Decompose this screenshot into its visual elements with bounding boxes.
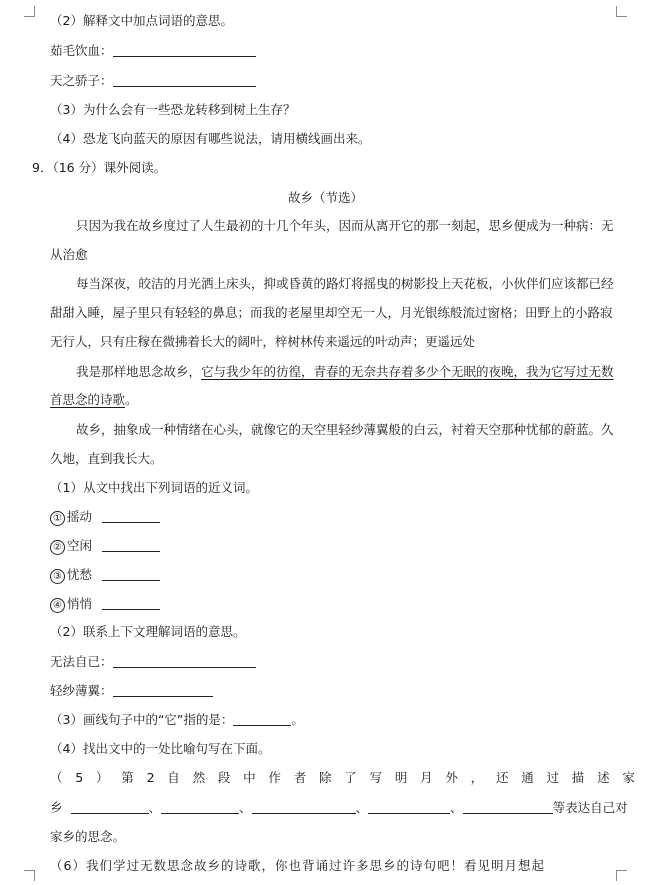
char: 家 bbox=[622, 770, 635, 785]
answer-blank[interactable] bbox=[463, 800, 553, 814]
passage-p4-line1: 故乡，抽象成一种情绪在心头，就像它的天空里轻纱薄翼般的白云，衬着天空那种忧郁的蔚蓝。久 bbox=[76, 422, 614, 437]
sub5-start: 乡 bbox=[50, 800, 63, 815]
answer-blank[interactable] bbox=[113, 73, 256, 87]
char: 月 bbox=[420, 770, 433, 785]
passage-title: 故乡（节选） bbox=[287, 190, 363, 205]
q9-sub5-line3: 家乡的思念。 bbox=[50, 829, 126, 844]
number-badge: ④ bbox=[50, 598, 65, 613]
q8-term1-row bbox=[50, 43, 256, 59]
char: 明 bbox=[394, 770, 408, 785]
q9-sub6: （6）我们学过无数思念故乡的诗歌，你也背诵过许多思乡的诗句吧！看见明月想起 bbox=[50, 858, 545, 873]
char: 外 bbox=[445, 770, 458, 785]
separator: 、 bbox=[355, 800, 369, 815]
page-corner-mark bbox=[616, 870, 627, 881]
q9-sub2: （2）联系上下文理解词语的意思。 bbox=[50, 624, 246, 639]
q9-sub5-line2 bbox=[50, 800, 628, 816]
passage-p2-line1: 每当深夜，皎洁的月光洒上床头，抑或昏黄的路灯将摇曳的树影投上天花板，小伙伴们应该都已经 bbox=[76, 276, 614, 291]
separator: 、 bbox=[450, 800, 463, 815]
q9-term4-row bbox=[50, 683, 213, 699]
passage-p4-line2: 久地，直到我长大。 bbox=[50, 451, 163, 466]
term-label: 无法自已： bbox=[50, 654, 113, 669]
separator: 、 bbox=[148, 800, 162, 815]
answer-blank[interactable] bbox=[233, 712, 291, 726]
char: 还 bbox=[495, 770, 509, 785]
answer-blank[interactable] bbox=[102, 509, 160, 523]
answer-blank[interactable] bbox=[113, 43, 256, 57]
char: 通 bbox=[521, 770, 534, 785]
char: 然 bbox=[192, 770, 206, 785]
passage-p3-line2 bbox=[50, 392, 138, 408]
passage-p2-line3: 无行人，只有庄稼在微拂着长大的阔叶，梓树林传来遥远的叶动声；更遥远处 bbox=[50, 334, 476, 349]
page-corner-mark bbox=[616, 6, 627, 17]
passage-p1-line1: 只因为我在故乡度过了人生最初的十几个年头，因而从离开它的那一刻起，思乡便成为一种病：无 bbox=[76, 218, 614, 233]
char: 了 bbox=[344, 770, 357, 785]
p3-plain-text: 我是那样地思念故乡， bbox=[76, 364, 202, 379]
synonym-row-1 bbox=[50, 509, 160, 526]
q9-sub4: （4）找出文中的一处比喻句写在下面。 bbox=[50, 741, 271, 756]
period: 。 bbox=[125, 392, 138, 407]
char: 过 bbox=[546, 770, 560, 785]
word: 空闲 bbox=[67, 538, 93, 553]
underlined-sentence-end: 首思念的诗歌 bbox=[50, 392, 126, 407]
word: 忧愁 bbox=[67, 567, 93, 582]
answer-blank[interactable] bbox=[113, 654, 256, 668]
term-label: 茹毛饮血： bbox=[50, 43, 113, 58]
underlined-sentence: 它与我少年的彷徨，青春的无奈共存着多少个无眠的夜晚，我为它写过无数 bbox=[201, 364, 614, 379]
char: 5 bbox=[75, 770, 84, 785]
answer-blank[interactable] bbox=[102, 596, 160, 610]
page-corner-mark bbox=[24, 870, 35, 881]
passage-p3-line1 bbox=[76, 364, 614, 380]
char: 第 bbox=[121, 770, 134, 785]
q9-sub1: （1）从文中找出下列词语的近义词。 bbox=[50, 480, 258, 495]
answer-blank[interactable] bbox=[113, 683, 213, 697]
sub5-end: 等表达自己对 bbox=[552, 800, 628, 815]
char: 作 bbox=[268, 770, 281, 785]
term-label: 天之骄子： bbox=[50, 73, 113, 88]
char: 描 bbox=[571, 770, 585, 785]
word: 悄悄 bbox=[67, 596, 93, 611]
char: 者 bbox=[293, 770, 307, 785]
separator: 、 bbox=[239, 800, 252, 815]
number-badge: ① bbox=[50, 511, 65, 526]
answer-blank[interactable] bbox=[252, 800, 356, 814]
char: 写 bbox=[369, 770, 383, 785]
passage-p2-line2: 甜甜入睡，屋子里只有轻轻的鼻息；而我的老屋里却空无一人，月光银练般流过窗格；田野上的小路寂 bbox=[50, 305, 613, 320]
word: 摇动 bbox=[67, 509, 93, 524]
char: 段 bbox=[217, 770, 231, 785]
char: 中 bbox=[243, 770, 256, 785]
number-badge: ② bbox=[50, 540, 65, 555]
synonym-row-2 bbox=[50, 538, 160, 555]
number-badge: ③ bbox=[50, 569, 65, 584]
synonym-row-3 bbox=[50, 567, 160, 584]
char: ， bbox=[470, 770, 484, 785]
period: 。 bbox=[291, 712, 304, 727]
char: 述 bbox=[597, 770, 610, 785]
synonym-row-4 bbox=[50, 596, 160, 613]
answer-blank[interactable] bbox=[102, 538, 160, 552]
q8-sub2: （2）解释文中加点词语的意思。 bbox=[50, 13, 233, 28]
answer-blank[interactable] bbox=[368, 800, 450, 814]
q9-sub5-line1 bbox=[50, 770, 635, 786]
q9-term3-row bbox=[50, 654, 256, 670]
term-label: 轻纱薄翼： bbox=[50, 683, 113, 698]
char: 2 bbox=[146, 770, 155, 785]
q8-term2-row bbox=[50, 73, 256, 89]
q9-sub3-row bbox=[50, 712, 304, 728]
answer-blank[interactable] bbox=[71, 800, 149, 814]
answer-blank[interactable] bbox=[102, 567, 160, 581]
answer-blank[interactable] bbox=[161, 800, 239, 814]
passage-p1-line2: 从治愈 bbox=[50, 247, 88, 262]
q9-heading: 9．（16 分）课外阅读。 bbox=[32, 160, 167, 175]
char: 除 bbox=[318, 770, 332, 785]
page-corner-mark bbox=[24, 6, 35, 17]
char: ） bbox=[96, 770, 109, 785]
sub3-text: （3）画线句子中的“它”指的是： bbox=[50, 712, 234, 727]
q8-sub3: （3）为什么会有一些恐龙转移到树上生存？ bbox=[50, 102, 296, 117]
q8-sub4: （4）恐龙飞向蓝天的原因有哪些说法，请用横线画出来。 bbox=[50, 131, 371, 146]
char: （ bbox=[50, 770, 63, 785]
char: 自 bbox=[167, 770, 180, 785]
